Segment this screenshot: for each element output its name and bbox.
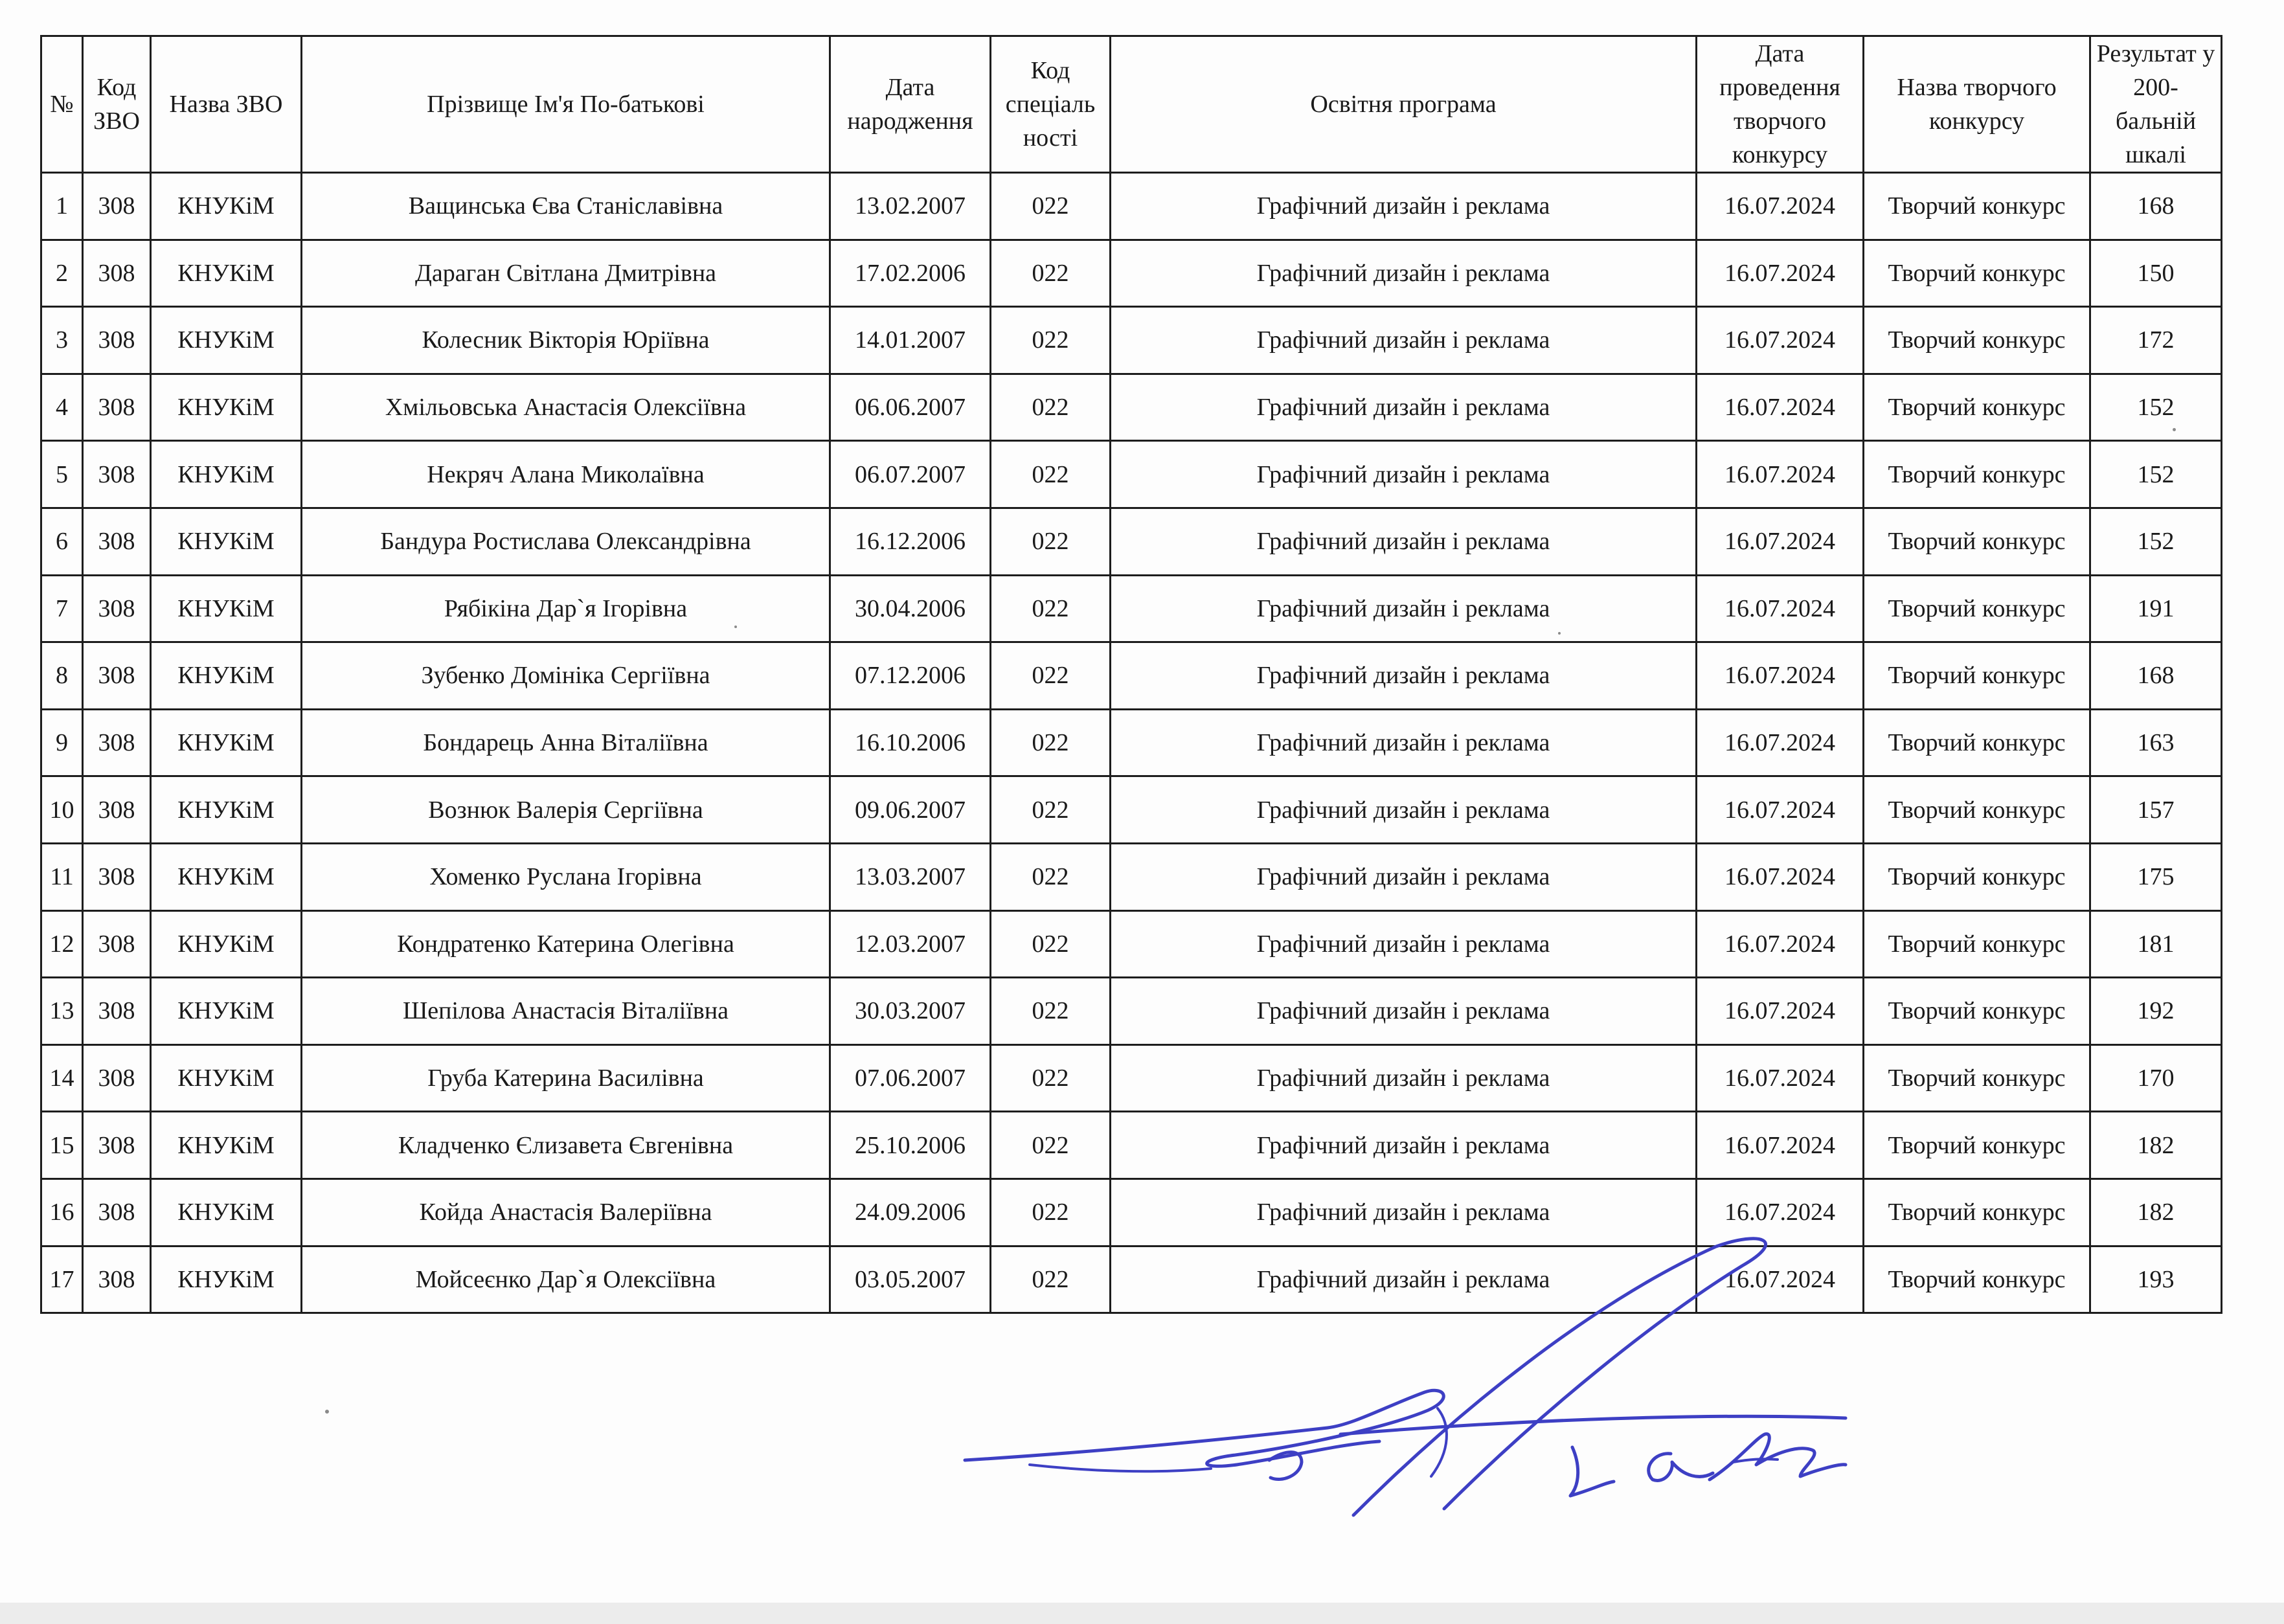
cell-score: 182 <box>2090 1112 2222 1179</box>
cell-row-number: 2 <box>41 240 83 307</box>
cell-full-name: Некряч Алана Миколаївна <box>302 441 830 508</box>
cell-birth-date: 13.03.2007 <box>830 843 991 910</box>
cell-birth-date: 07.12.2006 <box>830 642 991 710</box>
table-row <box>41 374 2222 441</box>
cell-education-program: Графічний дизайн і реклама <box>1111 1179 1697 1246</box>
cell-contest-date: 16.07.2024 <box>1697 575 1864 642</box>
cell-specialty-code: 022 <box>991 508 1111 575</box>
table-body <box>41 173 2222 1313</box>
cell-score: 175 <box>2090 843 2222 910</box>
cell-specialty-code: 022 <box>991 374 1111 441</box>
cell-institution-name: КНУКіМ <box>151 508 302 575</box>
cell-institution-name: КНУКіМ <box>151 776 302 844</box>
cell-institution-name: КНУКіМ <box>151 575 302 642</box>
cell-institution-code: 308 <box>83 709 151 776</box>
cell-contest-date: 16.07.2024 <box>1697 1246 1864 1313</box>
cell-contest-name: Творчий конкурс <box>1864 374 2090 441</box>
cell-birth-date: 09.06.2007 <box>830 776 991 844</box>
cell-contest-date: 16.07.2024 <box>1697 709 1864 776</box>
cell-birth-date: 07.06.2007 <box>830 1044 991 1112</box>
cell-full-name: Кладченко Єлизавета Євгенівна <box>302 1112 830 1179</box>
cell-institution-code: 308 <box>83 910 151 978</box>
cell-birth-date: 06.06.2007 <box>830 374 991 441</box>
cell-education-program: Графічний дизайн і реклама <box>1111 910 1697 978</box>
cell-contest-date: 16.07.2024 <box>1697 642 1864 710</box>
cell-score: 192 <box>2090 978 2222 1045</box>
cell-row-number: 13 <box>41 978 83 1045</box>
table-row <box>41 307 2222 374</box>
cell-education-program: Графічний дизайн і реклама <box>1111 575 1697 642</box>
cell-contest-date: 16.07.2024 <box>1697 776 1864 844</box>
cell-score: 172 <box>2090 307 2222 374</box>
cell-birth-date: 30.03.2007 <box>830 978 991 1045</box>
cell-score: 152 <box>2090 441 2222 508</box>
cell-education-program: Графічний дизайн і реклама <box>1111 642 1697 710</box>
cell-education-program: Графічний дизайн і реклама <box>1111 441 1697 508</box>
cell-full-name: Мойсеєнко Дар`я Олексіївна <box>302 1246 830 1313</box>
cell-institution-code: 308 <box>83 1044 151 1112</box>
cell-full-name: Вознюк Валерія Сергіївна <box>302 776 830 844</box>
cell-institution-code: 308 <box>83 642 151 710</box>
cell-contest-name: Творчий конкурс <box>1864 1112 2090 1179</box>
cell-score: 152 <box>2090 508 2222 575</box>
cell-institution-code: 308 <box>83 173 151 240</box>
table-row <box>41 441 2222 508</box>
cell-contest-name: Творчий конкурс <box>1864 978 2090 1045</box>
cell-specialty-code: 022 <box>991 1179 1111 1246</box>
cell-specialty-code: 022 <box>991 441 1111 508</box>
cell-contest-date: 16.07.2024 <box>1697 978 1864 1045</box>
cell-row-number: 8 <box>41 642 83 710</box>
table-row <box>41 508 2222 575</box>
cell-contest-date: 16.07.2024 <box>1697 1044 1864 1112</box>
cell-contest-date: 16.07.2024 <box>1697 843 1864 910</box>
cell-education-program: Графічний дизайн і реклама <box>1111 1112 1697 1179</box>
cell-contest-date: 16.07.2024 <box>1697 173 1864 240</box>
cell-specialty-code: 022 <box>991 910 1111 978</box>
cell-institution-name: КНУКіМ <box>151 843 302 910</box>
table-row <box>41 776 2222 844</box>
header-birth-date: Дата народження <box>830 36 991 173</box>
cell-score: 182 <box>2090 1179 2222 1246</box>
cell-education-program: Графічний дизайн і реклама <box>1111 1246 1697 1313</box>
cell-education-program: Графічний дизайн і реклама <box>1111 1044 1697 1112</box>
cell-full-name: Бондарець Анна Віталіївна <box>302 709 830 776</box>
cell-contest-date: 16.07.2024 <box>1697 1179 1864 1246</box>
cell-contest-name: Творчий конкурс <box>1864 1179 2090 1246</box>
cell-specialty-code: 022 <box>991 173 1111 240</box>
cell-birth-date: 13.02.2007 <box>830 173 991 240</box>
cell-row-number: 12 <box>41 910 83 978</box>
cell-score: 170 <box>2090 1044 2222 1112</box>
cell-birth-date: 03.05.2007 <box>830 1246 991 1313</box>
cell-full-name: Колесник Вікторія Юріївна <box>302 307 830 374</box>
cell-contest-name: Творчий конкурс <box>1864 1044 2090 1112</box>
cell-institution-name: КНУКіМ <box>151 441 302 508</box>
cell-contest-name: Творчий конкурс <box>1864 441 2090 508</box>
cell-row-number: 16 <box>41 1179 83 1246</box>
cell-specialty-code: 022 <box>991 709 1111 776</box>
cell-full-name: Ващинська Єва Станіславівна <box>302 173 830 240</box>
cell-education-program: Графічний дизайн і реклама <box>1111 307 1697 374</box>
cell-contest-name: Творчий конкурс <box>1864 843 2090 910</box>
cell-full-name: Бандура Ростислава Олександрівна <box>302 508 830 575</box>
cell-education-program: Графічний дизайн і реклама <box>1111 508 1697 575</box>
cell-contest-name: Творчий конкурс <box>1864 1246 2090 1313</box>
cell-full-name: Зубенко Домініка Сергіївна <box>302 642 830 710</box>
cell-institution-name: КНУКіМ <box>151 709 302 776</box>
cell-education-program: Графічний дизайн і реклама <box>1111 709 1697 776</box>
table-row <box>41 575 2222 642</box>
cell-row-number: 14 <box>41 1044 83 1112</box>
cell-birth-date: 16.12.2006 <box>830 508 991 575</box>
cell-birth-date: 14.01.2007 <box>830 307 991 374</box>
table-row <box>41 173 2222 240</box>
cell-contest-name: Творчий конкурс <box>1864 508 2090 575</box>
cell-institution-name: КНУКіМ <box>151 173 302 240</box>
cell-contest-name: Творчий конкурс <box>1864 709 2090 776</box>
cell-full-name: Кондратенко Катерина Олегівна <box>302 910 830 978</box>
cell-institution-name: КНУКіМ <box>151 978 302 1045</box>
cell-row-number: 5 <box>41 441 83 508</box>
cell-institution-name: КНУКіМ <box>151 642 302 710</box>
cell-specialty-code: 022 <box>991 307 1111 374</box>
cell-birth-date: 06.07.2007 <box>830 441 991 508</box>
cell-institution-code: 308 <box>83 441 151 508</box>
cell-institution-code: 308 <box>83 978 151 1045</box>
cell-specialty-code: 022 <box>991 1044 1111 1112</box>
scan-speck <box>734 626 737 628</box>
cell-score: 157 <box>2090 776 2222 844</box>
cell-full-name: Хоменко Руслана Ігорівна <box>302 843 830 910</box>
cell-education-program: Графічний дизайн і реклама <box>1111 240 1697 307</box>
cell-contest-name: Творчий конкурс <box>1864 776 2090 844</box>
cell-row-number: 11 <box>41 843 83 910</box>
cell-specialty-code: 022 <box>991 240 1111 307</box>
cell-institution-code: 308 <box>83 374 151 441</box>
cell-institution-name: КНУКіМ <box>151 1246 302 1313</box>
cell-specialty-code: 022 <box>991 978 1111 1045</box>
cell-institution-name: КНУКіМ <box>151 374 302 441</box>
cell-row-number: 1 <box>41 173 83 240</box>
cell-row-number: 9 <box>41 709 83 776</box>
cell-row-number: 15 <box>41 1112 83 1179</box>
cell-institution-code: 308 <box>83 1246 151 1313</box>
header-institution-name: Назва ЗВО <box>151 36 302 173</box>
cell-full-name: Груба Катерина Василівна <box>302 1044 830 1112</box>
table-row <box>41 978 2222 1045</box>
cell-institution-code: 308 <box>83 240 151 307</box>
header-score: Результат у 200-бальній шкалі <box>2090 36 2222 173</box>
cell-birth-date: 30.04.2006 <box>830 575 991 642</box>
cell-birth-date: 16.10.2006 <box>830 709 991 776</box>
cell-institution-code: 308 <box>83 508 151 575</box>
cell-institution-code: 308 <box>83 575 151 642</box>
table-row <box>41 1246 2222 1313</box>
header-institution-code: Код ЗВО <box>83 36 151 173</box>
cell-score: 181 <box>2090 910 2222 978</box>
scan-speck <box>1558 632 1561 635</box>
header-contest-name: Назва творчого конкурсу <box>1864 36 2090 173</box>
cell-row-number: 10 <box>41 776 83 844</box>
header-number: № <box>41 36 83 173</box>
cell-birth-date: 17.02.2006 <box>830 240 991 307</box>
cell-contest-date: 16.07.2024 <box>1697 240 1864 307</box>
cell-institution-code: 308 <box>83 307 151 374</box>
table-row <box>41 910 2222 978</box>
cell-score: 168 <box>2090 642 2222 710</box>
cell-score: 163 <box>2090 709 2222 776</box>
cell-score: 191 <box>2090 575 2222 642</box>
cell-specialty-code: 022 <box>991 642 1111 710</box>
cell-contest-date: 16.07.2024 <box>1697 910 1864 978</box>
scan-edge <box>0 1603 2284 1624</box>
cell-specialty-code: 022 <box>991 843 1111 910</box>
cell-contest-name: Творчий конкурс <box>1864 173 2090 240</box>
cell-institution-name: КНУКіМ <box>151 910 302 978</box>
header-specialty-code: Код спеціаль ності <box>991 36 1111 173</box>
cell-birth-date: 25.10.2006 <box>830 1112 991 1179</box>
cell-birth-date: 12.03.2007 <box>830 910 991 978</box>
header-row <box>41 36 2222 173</box>
scan-speck <box>325 1410 329 1414</box>
cell-birth-date: 24.09.2006 <box>830 1179 991 1246</box>
scan-speck <box>2173 428 2176 431</box>
cell-row-number: 7 <box>41 575 83 642</box>
table-row <box>41 1179 2222 1246</box>
table-row <box>41 642 2222 710</box>
cell-contest-name: Творчий конкурс <box>1864 642 2090 710</box>
table-row <box>41 709 2222 776</box>
cell-full-name: Дараган Світлана Дмитрівна <box>302 240 830 307</box>
cell-row-number: 4 <box>41 374 83 441</box>
cell-specialty-code: 022 <box>991 575 1111 642</box>
cell-education-program: Графічний дизайн і реклама <box>1111 843 1697 910</box>
cell-row-number: 6 <box>41 508 83 575</box>
header-full-name: Прізвище Ім'я По-батькові <box>302 36 830 173</box>
cell-contest-name: Творчий конкурс <box>1864 240 2090 307</box>
cell-contest-date: 16.07.2024 <box>1697 441 1864 508</box>
cell-specialty-code: 022 <box>991 1112 1111 1179</box>
cell-score: 168 <box>2090 173 2222 240</box>
cell-education-program: Графічний дизайн і реклама <box>1111 374 1697 441</box>
cell-education-program: Графічний дизайн і реклама <box>1111 978 1697 1045</box>
cell-institution-name: КНУКіМ <box>151 1044 302 1112</box>
cell-specialty-code: 022 <box>991 776 1111 844</box>
cell-row-number: 17 <box>41 1246 83 1313</box>
cell-institution-name: КНУКіМ <box>151 1179 302 1246</box>
cell-institution-code: 308 <box>83 1112 151 1179</box>
cell-institution-name: КНУКіМ <box>151 1112 302 1179</box>
header-contest-date: Дата проведення творчого конкурсу <box>1697 36 1864 173</box>
table-row <box>41 1044 2222 1112</box>
cell-institution-name: КНУКіМ <box>151 240 302 307</box>
results-table <box>40 35 2222 1314</box>
cell-score: 150 <box>2090 240 2222 307</box>
cell-institution-code: 308 <box>83 776 151 844</box>
cell-contest-name: Творчий конкурс <box>1864 307 2090 374</box>
cell-contest-date: 16.07.2024 <box>1697 1112 1864 1179</box>
cell-contest-date: 16.07.2024 <box>1697 374 1864 441</box>
cell-education-program: Графічний дизайн і реклама <box>1111 173 1697 240</box>
table-row <box>41 240 2222 307</box>
cell-score: 193 <box>2090 1246 2222 1313</box>
cell-full-name: Шепілова Анастасія Віталіївна <box>302 978 830 1045</box>
cell-institution-code: 308 <box>83 843 151 910</box>
cell-contest-name: Творчий конкурс <box>1864 575 2090 642</box>
table-row <box>41 843 2222 910</box>
table-row <box>41 1112 2222 1179</box>
cell-specialty-code: 022 <box>991 1246 1111 1313</box>
header-education-program: Освітня програма <box>1111 36 1697 173</box>
cell-institution-code: 308 <box>83 1179 151 1246</box>
cell-score: 152 <box>2090 374 2222 441</box>
cell-contest-date: 16.07.2024 <box>1697 307 1864 374</box>
cell-contest-name: Творчий конкурс <box>1864 910 2090 978</box>
cell-row-number: 3 <box>41 307 83 374</box>
cell-institution-name: КНУКіМ <box>151 307 302 374</box>
cell-education-program: Графічний дизайн і реклама <box>1111 776 1697 844</box>
cell-full-name: Рябікіна Дар`я Ігорівна <box>302 575 830 642</box>
cell-full-name: Хмільовська Анастасія Олексіївна <box>302 374 830 441</box>
cell-full-name: Койда Анастасія Валеріївна <box>302 1179 830 1246</box>
cell-contest-date: 16.07.2024 <box>1697 508 1864 575</box>
